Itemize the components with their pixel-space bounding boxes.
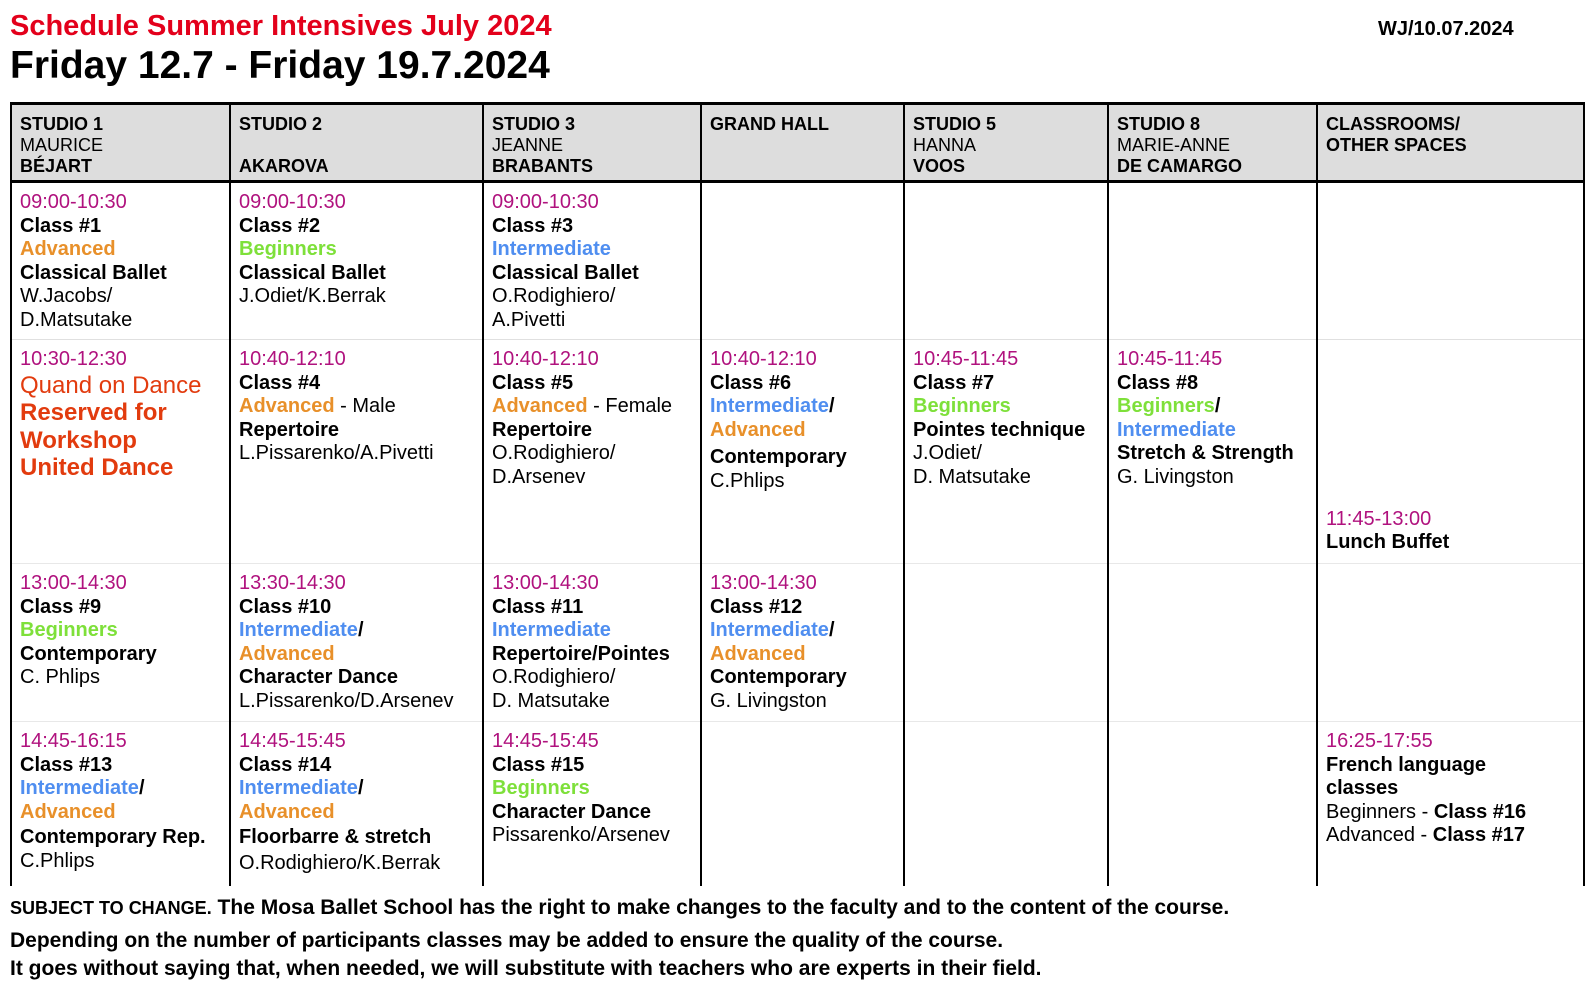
empty-cell <box>1317 182 1584 340</box>
empty-cell <box>483 500 701 564</box>
empty-cell <box>1317 564 1584 722</box>
table-row <box>11 182 1584 340</box>
studio-header: STUDIO 2 AKAROVA <box>230 104 483 182</box>
class-cell: 10:45-11:45 Class #8 Beginners/ Intermediate Stretch & Strength G. Livingston <box>1108 340 1317 500</box>
studio-header: STUDIO 8 MARIE-ANNE DE CAMARGO <box>1108 104 1317 182</box>
reserved-cell: 10:30-12:30 Quand on Dance Reserved for Workshop United Dance <box>11 340 230 500</box>
empty-cell <box>1108 722 1317 886</box>
class-cell: 09:00-10:30 Class #3 Intermediate Classical Ballet O.Rodighiero/ A.Pivetti <box>483 182 701 340</box>
class-cell: 13:00-14:30 Class #11 Intermediate Repertoire/Pointes O.Rodighiero/ D. Matsutake <box>483 564 701 722</box>
language-cell: 16:25-17:55 French language classes Beginners - Class #16 Advanced - Class #17 <box>1317 722 1584 886</box>
empty-cell <box>1317 340 1584 500</box>
schedule-dates: Friday 12.7 - Friday 19.7.2024 <box>10 44 550 87</box>
class-cell: 09:00-10:30 Class #1 Advanced Classical Ballet W.Jacobs/ D.Matsutake <box>11 182 230 340</box>
class-cell: 13:00-14:30 Class #12 Intermediate/ Advanced Contemporary G. Livingston <box>701 564 904 722</box>
class-cell: 10:40-12:10 Class #5 Advanced - Female Repertoire O.Rodighiero/ D.Arsenev <box>483 340 701 500</box>
empty-cell <box>701 500 904 564</box>
studio-header: STUDIO 3 JEANNE BRABANTS <box>483 104 701 182</box>
class-cell: 13:00-14:30 Class #9 Beginners Contemporary C. Phlips <box>11 564 230 722</box>
empty-cell <box>1108 564 1317 722</box>
class-cell: 14:45-16:15 Class #13 Intermediate/ Advanced Contemporary Rep. C.Phlips <box>11 722 230 886</box>
table-row <box>11 722 1584 886</box>
empty-cell <box>904 564 1108 722</box>
class-cell: 13:30-14:30 Class #10 Intermediate/ Advanced Character Dance L.Pissarenko/D.Arsenev <box>230 564 483 722</box>
studio-header: STUDIO 5 HANNA VOOS <box>904 104 1108 182</box>
class-cell: 14:45-15:45 Class #14 Intermediate/ Advanced Floorbarre & stretch O.Rodighiero/K.Berrak <box>230 722 483 886</box>
empty-cell <box>904 500 1108 564</box>
footer-line-2: Depending on the number of participants classes may be added to ensure the quality of the course. <box>10 929 1004 952</box>
empty-cell <box>1108 500 1317 564</box>
document-stamp: WJ/10.07.2024 <box>1378 18 1514 40</box>
footer-line-3: It goes without saying that, when needed, we will substitute with teachers who are experts in their field. <box>10 957 1042 980</box>
table-row <box>11 340 1584 500</box>
table-row <box>11 564 1584 722</box>
empty-cell <box>904 182 1108 340</box>
header-row <box>11 104 1584 182</box>
class-cell: 10:40-12:10 Class #4 Advanced - Male Repertoire L.Pissarenko/A.Pivetti <box>230 340 483 500</box>
class-cell: 09:00-10:30 Class #2 Beginners Classical Ballet J.Odiet/K.Berrak <box>230 182 483 340</box>
subject-to-change-label: SUBJECT TO CHANGE. <box>10 898 212 918</box>
schedule-title: Schedule Summer Intensives July 2024 <box>10 10 552 42</box>
class-cell: 10:40-12:10 Class #6 Intermediate/ Advanced Contemporary C.Phlips <box>701 340 904 500</box>
footer-line-1: The Mosa Ballet School has the right to make changes to the faculty and to the content of the course. <box>211 896 1230 919</box>
empty-cell <box>1108 182 1317 340</box>
studio-header: STUDIO 1 MAURICE BÉJART <box>11 104 230 182</box>
studio-header: CLASSROOMS/ OTHER SPACES <box>1317 104 1584 182</box>
empty-cell <box>904 722 1108 886</box>
class-cell: 14:45-15:45 Class #15 Beginners Character Dance Pissarenko/Arsenev <box>483 722 701 886</box>
empty-cell <box>230 500 483 564</box>
class-cell: 10:45-11:45 Class #7 Beginners Pointes technique J.Odiet/ D. Matsutake <box>904 340 1108 500</box>
studio-header: GRAND HALL <box>701 104 904 182</box>
schedule-table <box>10 102 1585 886</box>
footer-notice <box>10 896 1229 920</box>
table-row <box>11 500 1584 564</box>
empty-cell <box>701 722 904 886</box>
lunch-cell: 11:45-13:00 Lunch Buffet <box>1317 500 1584 564</box>
empty-cell <box>701 182 904 340</box>
empty-cell <box>11 500 230 564</box>
